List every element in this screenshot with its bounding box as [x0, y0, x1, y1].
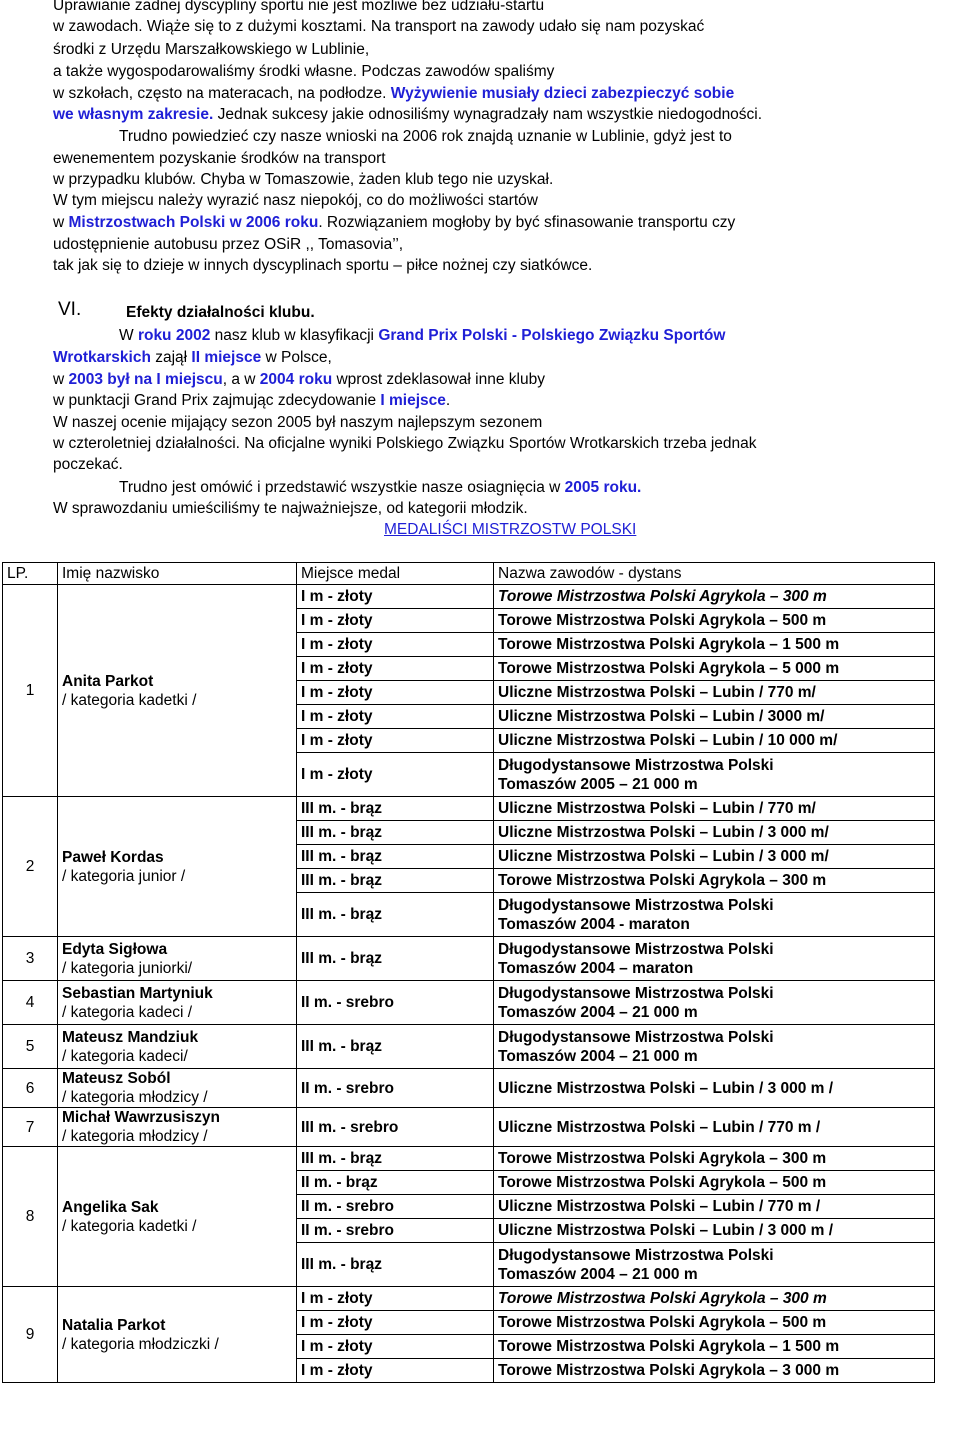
event-detail: Tomaszów 2004 – 21 000 m: [498, 1003, 698, 1021]
text-span: . Rozwiązaniem mogłoby by być sfinasowanie transportu czy: [318, 214, 736, 231]
event-name: Uliczne Mistrzostwa Polski – Lubin / 10 000 m/: [498, 732, 838, 749]
athlete-category: / kategoria kadetki /: [62, 691, 197, 709]
event-cell: [494, 1069, 935, 1108]
table-row: [3, 981, 935, 1025]
athlete-name: Sebastian Martyniuk: [62, 984, 213, 1002]
text-line: W tym miejscu należy wyrazić nasz niepokój, co do możliwości startów: [53, 192, 538, 209]
highlight-text: 2004 roku: [259, 371, 333, 388]
lp-cell: 5: [3, 1025, 58, 1069]
event-cell: [494, 981, 935, 1025]
athlete-category: / kategoria kadeci/: [62, 1047, 188, 1065]
header-event: Nazwa zawodów - dystans: [494, 563, 935, 585]
medalists-link[interactable]: MEDALIŚCI MISTRZOSTW POLSKI: [384, 521, 637, 538]
lp-cell: 2: [3, 797, 58, 937]
event-cell: [494, 1287, 935, 1311]
table-row: [3, 585, 935, 609]
table-row: [3, 1147, 935, 1171]
header-medal: Miejsce medal: [297, 563, 494, 585]
event-name: Długodystansowe Mistrzostwa Polski: [498, 940, 774, 958]
athlete-name: Angelika Sak: [62, 1198, 159, 1216]
event-detail: Tomaszów 2004 – 21 000 m: [498, 1047, 698, 1065]
table-row: [3, 1287, 935, 1311]
medal-cell: I m - złoty: [297, 657, 494, 681]
medal-cell: II m. - srebro: [297, 1195, 494, 1219]
section-number: VI.: [58, 299, 82, 320]
header-name: Imię nazwisko: [58, 563, 297, 585]
lp-cell: 4: [3, 981, 58, 1025]
event-name: Uliczne Mistrzostwa Polski – Lubin / 3 000 m/: [498, 824, 829, 841]
highlight-text: 2005 roku.: [564, 479, 642, 496]
event-detail: Tomaszów 2004 - maraton: [498, 915, 690, 933]
event-cell: [494, 1243, 935, 1287]
event-cell: [494, 845, 935, 869]
event-cell: [494, 657, 935, 681]
event-cell: [494, 729, 935, 753]
athlete-name: Anita Parkot: [62, 672, 154, 690]
event-cell: [494, 1108, 935, 1147]
medal-cell: I m - złoty: [297, 633, 494, 657]
medal-cell: I m - złoty: [297, 585, 494, 609]
event-name: Torowe Mistrzostwa Polski Agrykola – 300 m: [498, 1290, 827, 1307]
text-line: [53, 84, 734, 104]
athlete-category: / kategoria juniorki/: [62, 959, 193, 977]
highlight-text: 2003 był na I miejscu: [68, 371, 223, 388]
text-line: [53, 370, 545, 390]
table-row: [3, 797, 935, 821]
event-cell: [494, 1171, 935, 1195]
text-span: .: [445, 392, 451, 409]
text-line: udostępnienie autobusu przez OSiR ,, Tomasovia’’,: [53, 236, 404, 253]
event-name: Torowe Mistrzostwa Polski Agrykola – 300 m: [498, 588, 827, 605]
athlete-cell: [58, 1069, 297, 1108]
event-name: Uliczne Mistrzostwa Polski – Lubin / 770 m /: [498, 1198, 821, 1215]
event-cell: [494, 797, 935, 821]
athlete-category: / kategoria kadeci /: [62, 1003, 193, 1021]
text-span: , a w: [222, 371, 260, 388]
event-cell: [494, 1147, 935, 1171]
lp-cell: 7: [3, 1108, 58, 1147]
text-line: środki z Urzędu Marszałkowskiego w Lublinie,: [53, 41, 370, 58]
medal-cell: I m - złoty: [297, 681, 494, 705]
athlete-category: / kategoria kadetki /: [62, 1217, 197, 1235]
medal-cell: I m - złoty: [297, 705, 494, 729]
medal-cell: I m - złoty: [297, 1311, 494, 1335]
medal-cell: I m - złoty: [297, 1335, 494, 1359]
event-name: Uliczne Mistrzostwa Polski – Lubin / 3 000 m /: [498, 1079, 834, 1097]
event-name: Torowe Mistrzostwa Polski Agrykola – 300 m: [498, 1150, 827, 1167]
text-line: ewenementem pozyskanie środków na transport: [53, 150, 386, 167]
medal-cell: III m. - brąz: [297, 797, 494, 821]
event-cell: [494, 681, 935, 705]
athlete-cell: [58, 1147, 297, 1287]
event-name: Uliczne Mistrzostwa Polski – Lubin / 770 m /: [498, 1118, 821, 1136]
table-row: [3, 1108, 935, 1147]
event-name: Długodystansowe Mistrzostwa Polski: [498, 1028, 774, 1046]
text-line: [53, 348, 332, 368]
text-span: zajął: [150, 349, 192, 366]
table-row: [3, 1025, 935, 1069]
lp-cell: 1: [3, 585, 58, 797]
highlight-text: Grand Prix Polski - Polskiego Związku Sportów: [378, 327, 726, 344]
table-row: [3, 1069, 935, 1108]
text-line: W sprawozdaniu umieściliśmy te najważniejsze, od kategorii młodzik.: [53, 500, 528, 517]
table-row: [3, 937, 935, 981]
event-cell: [494, 1359, 935, 1383]
athlete-name: Natalia Parkot: [62, 1316, 166, 1334]
medal-cell: I m - złoty: [297, 609, 494, 633]
event-name: Torowe Mistrzostwa Polski Agrykola – 300 m: [498, 872, 827, 889]
medal-cell: II m. - srebro: [297, 1069, 494, 1108]
event-name: Torowe Mistrzostwa Polski Agrykola – 1 500 m: [498, 1338, 840, 1355]
event-detail: Tomaszów 2004 – 21 000 m: [498, 1265, 698, 1283]
event-cell: [494, 869, 935, 893]
athlete-name: Mateusz Mandziuk: [62, 1028, 199, 1046]
athlete-category: / kategoria junior /: [62, 867, 186, 885]
event-detail: Tomaszów 2005 – 21 000 m: [498, 775, 698, 793]
athlete-category: / kategoria młodziczki /: [62, 1335, 219, 1353]
event-cell: [494, 585, 935, 609]
medal-cell: I m - złoty: [297, 729, 494, 753]
event-name: Uliczne Mistrzostwa Polski – Lubin / 3 000 m/: [498, 848, 829, 865]
event-name: Torowe Mistrzostwa Polski Agrykola – 500 m: [498, 1314, 827, 1331]
text-span: nasz klub w klasyfikacji: [210, 327, 379, 344]
medal-cell: II m. - srebro: [297, 981, 494, 1025]
text-line: w przypadku klubów. Chyba w Tomaszowie, żaden klub tego nie uzyskał.: [53, 171, 554, 188]
section-title: Efekty działalności klubu.: [126, 304, 315, 321]
medal-cell: III m. - brąz: [297, 1025, 494, 1069]
highlight-text: roku 2002: [137, 327, 211, 344]
medal-cell: III m. - srebro: [297, 1108, 494, 1147]
event-name: Torowe Mistrzostwa Polski Agrykola – 500 m: [498, 1174, 827, 1191]
event-name: Torowe Mistrzostwa Polski Agrykola – 3 000 m: [498, 1362, 840, 1379]
text-line: [53, 213, 735, 233]
athlete-cell: [58, 1287, 297, 1383]
event-name: Uliczne Mistrzostwa Polski – Lubin / 3 000 m /: [498, 1222, 834, 1239]
athlete-cell: [58, 1025, 297, 1069]
text-span: w szkołach, często na materacach, na podłodze.: [53, 85, 387, 102]
athlete-category: / kategoria młodzicy /: [62, 1128, 208, 1145]
text-line: [119, 478, 641, 498]
event-cell: [494, 1219, 935, 1243]
medal-cell: III m. - brąz: [297, 1243, 494, 1287]
event-name: Torowe Mistrzostwa Polski Agrykola – 1 500 m: [498, 636, 840, 653]
text-line: [53, 105, 762, 125]
medal-cell: II m. - srebro: [297, 1219, 494, 1243]
highlight-text: I miejsce: [380, 392, 446, 409]
athlete-cell: [58, 1108, 297, 1147]
highlight-text: Wyżywienie musiały dzieci zabezpieczyć sobie: [390, 85, 735, 102]
text-line: tak jak się to dzieje w innych dyscyplinach sportu – piłce nożnej czy siatkówce.: [53, 257, 593, 274]
athlete-name: Edyta Sigłowa: [62, 940, 168, 958]
text-span: w punktacji Grand Prix zajmując zdecydowanie: [53, 392, 381, 409]
text-line: poczekać.: [53, 456, 123, 473]
event-detail: Tomaszów 2004 – maraton: [498, 959, 694, 977]
text-line: w czteroletniej działalności. Na oficjalne wyniki Polskiego Związku Sportów Wrotkarskich trzeba jednak: [53, 435, 757, 452]
medal-cell: III m. - brąz: [297, 937, 494, 981]
text-span: w: [53, 371, 69, 388]
event-cell: [494, 1195, 935, 1219]
highlight-text: II miejsce: [191, 349, 262, 366]
event-name: Uliczne Mistrzostwa Polski – Lubin / 3000 m/: [498, 708, 825, 725]
lp-cell: 3: [3, 937, 58, 981]
text-line: [119, 326, 725, 346]
event-name: Długodystansowe Mistrzostwa Polski: [498, 896, 774, 914]
athlete-cell: [58, 937, 297, 981]
highlight-text: Wrotkarskich: [53, 349, 151, 366]
event-cell: [494, 1335, 935, 1359]
event-cell: [494, 937, 935, 981]
table-body: [3, 585, 935, 1383]
event-cell: [494, 633, 935, 657]
text-span: w: [53, 214, 69, 231]
text-span: Jednak sukcesy jakie odnosiliśmy wynagradzały nam wszystkie niedogodności.: [213, 106, 763, 123]
medal-cell: I m - złoty: [297, 1287, 494, 1311]
athlete-name: Mateusz Soból: [62, 1070, 171, 1087]
athlete-cell: [58, 585, 297, 797]
athlete-category: / kategoria młodzicy /: [62, 1089, 208, 1106]
athlete-cell: [58, 797, 297, 937]
event-cell: [494, 821, 935, 845]
event-name: Uliczne Mistrzostwa Polski – Lubin / 770 m/: [498, 800, 816, 817]
table-header-row: [3, 563, 935, 585]
athlete-name: Michał Wawrzusiszyn: [62, 1109, 220, 1126]
event-name: Uliczne Mistrzostwa Polski – Lubin / 770 m/: [498, 684, 816, 701]
header-lp: LP.: [3, 563, 58, 585]
event-name: Torowe Mistrzostwa Polski Agrykola – 5 000 m: [498, 660, 840, 677]
medal-cell: III m. - brąz: [297, 893, 494, 937]
text-line: w zawodach. Wiąże się to z dużymi kosztami. Na transport na zawody udało się nam pozyskać: [53, 18, 705, 35]
event-cell: [494, 753, 935, 797]
text-line: [53, 391, 450, 411]
lp-cell: 9: [3, 1287, 58, 1383]
text-line: W naszej ocenie mijający sezon 2005 był naszym najlepszym sezonem: [53, 414, 543, 431]
text-span: wprost zdeklasował inne kluby: [332, 371, 545, 388]
athlete-name: Paweł Kordas: [62, 848, 164, 866]
event-name: Długodystansowe Mistrzostwa Polski: [498, 756, 774, 774]
text-line: Uprawianie żadnej dyscypliny sportu nie jest możliwe bez udziału-startu: [53, 0, 545, 14]
text-span: Trudno jest omówić i przedstawić wszystkie nasze osiagnięcia w: [119, 479, 565, 496]
athlete-cell: [58, 981, 297, 1025]
lp-cell: 6: [3, 1069, 58, 1108]
highlight-text: Mistrzostwach Polski w 2006 roku: [68, 214, 319, 231]
medal-cell: III m. - brąz: [297, 869, 494, 893]
event-name: Długodystansowe Mistrzostwa Polski: [498, 1246, 774, 1264]
event-cell: [494, 1311, 935, 1335]
text-line: Trudno powiedzieć czy nasze wnioski na 2006 rok znajdą uznanie w Lublinie, gdyż jest to: [119, 128, 732, 145]
event-cell: [494, 893, 935, 937]
medal-cell: III m. - brąz: [297, 1147, 494, 1171]
lp-cell: 8: [3, 1147, 58, 1287]
medalists-table: [2, 562, 935, 1383]
event-name: Długodystansowe Mistrzostwa Polski: [498, 984, 774, 1002]
event-cell: [494, 609, 935, 633]
medal-cell: II m. - brąz: [297, 1171, 494, 1195]
event-cell: [494, 1025, 935, 1069]
text-span: W: [119, 327, 138, 344]
event-cell: [494, 705, 935, 729]
text-line: a także wygospodarowaliśmy środki własne. Podczas zawodów spaliśmy: [53, 63, 555, 80]
highlight-text: we własnym zakresie.: [53, 106, 214, 123]
event-name: Torowe Mistrzostwa Polski Agrykola – 500 m: [498, 612, 827, 629]
medal-cell: I m - złoty: [297, 753, 494, 797]
text-span: w Polsce,: [261, 349, 332, 366]
medal-cell: III m. - brąz: [297, 821, 494, 845]
medal-cell: I m - złoty: [297, 1359, 494, 1383]
medal-cell: III m. - brąz: [297, 845, 494, 869]
